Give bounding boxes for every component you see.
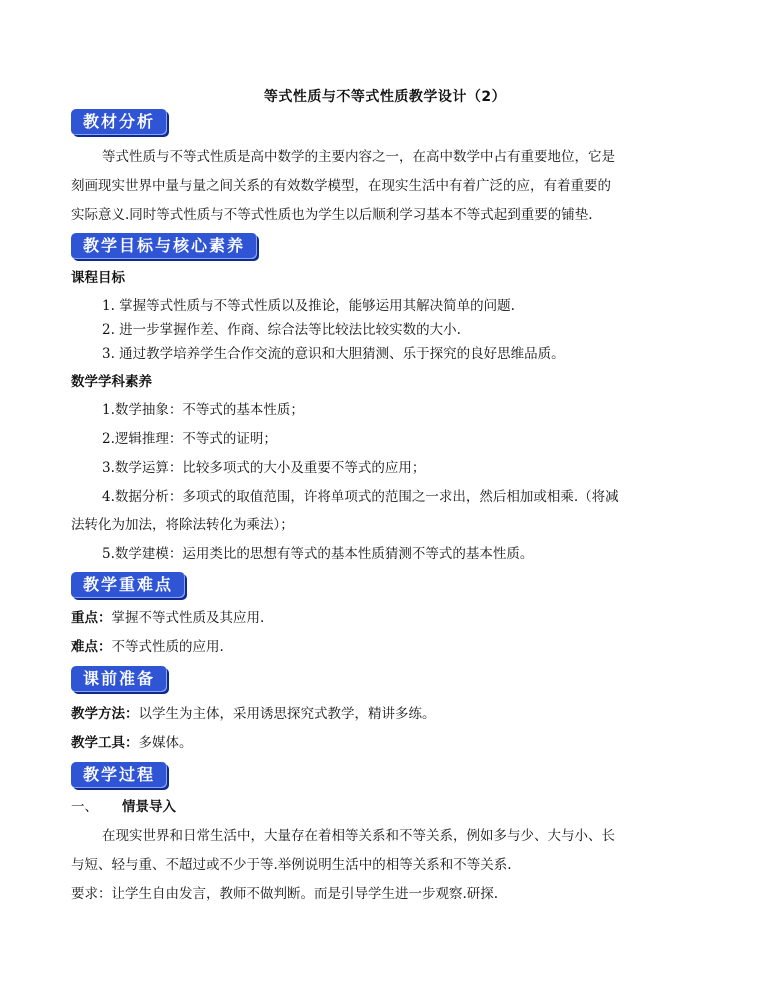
course-goal-item: 1. 掌握等式性质与不等式性质以及推论，能够运用其解决简单的问题. xyxy=(102,298,515,314)
section-badge-analysis: 教材分析 xyxy=(71,109,167,135)
teaching-method-row xyxy=(71,704,436,724)
course-goals-heading: 课程目标 xyxy=(71,270,125,286)
requirement-label: 要求： xyxy=(71,886,112,902)
literacy-item: 4.数据分析：多项式的取值范围，许将单项式的范围之一求出，然后相加或相乘.（将减 xyxy=(102,489,619,505)
teaching-tools-text: 多媒体。 xyxy=(138,735,193,751)
requirement-text: 让学生自由发言，教师不做判断。而是引导学生进一步观察.研探. xyxy=(111,886,499,902)
difficult-point-label: 难点： xyxy=(71,639,112,655)
literacy-item: 5.数学建模：运用类比的思想有等式的基本性质猜测不等式的基本性质。 xyxy=(102,546,534,562)
teaching-method-text: 以学生为主体，采用诱思探究式教学，精讲多练。 xyxy=(138,706,436,722)
process-step-title: 情景导入 xyxy=(122,799,176,815)
literacy-item: 3.数学运算：比较多项式的大小及重要不等式的应用； xyxy=(102,460,426,476)
analysis-line-3: 实际意义.同时等式性质与不等式性质也为学生以后顺利学习基本不等式起到重要的铺垫. xyxy=(71,207,593,223)
section-badge-prep: 课前准备 xyxy=(71,666,167,692)
key-point-text: 掌握不等式性质及其应用. xyxy=(111,610,265,626)
teaching-method-label: 教学方法： xyxy=(71,706,139,722)
process-step-number: 一、 xyxy=(71,799,98,815)
course-goal-item: 2. 进一步掌握作差、作商、综合法等比较法比较实数的大小. xyxy=(102,322,461,338)
process-line-2: 与短、轻与重、不超过或不少于等.举例说明生活中的相等关系和不等关系. xyxy=(71,857,512,873)
literacy-item: 2.逻辑推理：不等式的证明； xyxy=(102,431,277,447)
requirement-row xyxy=(71,884,498,904)
literacy-item-continuation: 法转化为加法，将除法转化为乘法）； xyxy=(71,517,294,533)
section-badge-goals: 教学目标与核心素养 xyxy=(71,233,257,259)
key-point-row xyxy=(71,608,264,628)
literacy-heading: 数学学科素养 xyxy=(71,374,152,390)
key-point-label: 重点： xyxy=(71,610,112,626)
difficult-point-row xyxy=(71,637,224,657)
analysis-line-1: 等式性质与不等式性质是高中数学的主要内容之一，在高中数学中占有重要地位，它是 xyxy=(102,149,615,165)
process-line-1: 在现实世界和日常生活中，大量存在着相等关系和不等关系，例如多与少、大与小、长 xyxy=(102,828,615,844)
teaching-tools-label: 教学工具： xyxy=(71,735,139,751)
literacy-item: 1.数学抽象：不等式的基本性质； xyxy=(102,402,304,418)
section-badge-key-points: 教学重难点 xyxy=(71,572,185,598)
difficult-point-text: 不等式性质的应用. xyxy=(111,639,224,655)
teaching-tools-row xyxy=(71,733,193,753)
section-badge-process: 教学过程 xyxy=(71,762,167,788)
document-title: 等式性质与不等式性质教学设计（2） xyxy=(263,89,507,105)
course-goal-item: 3. 通过教学培养学生合作交流的意识和大胆猜测、乐于探究的良好思维品质。 xyxy=(102,346,565,362)
analysis-line-2: 刻画现实世界中量与量之间关系的有效数学模型，在现实生活中有着广泛的应，有着重要的 xyxy=(71,178,611,194)
